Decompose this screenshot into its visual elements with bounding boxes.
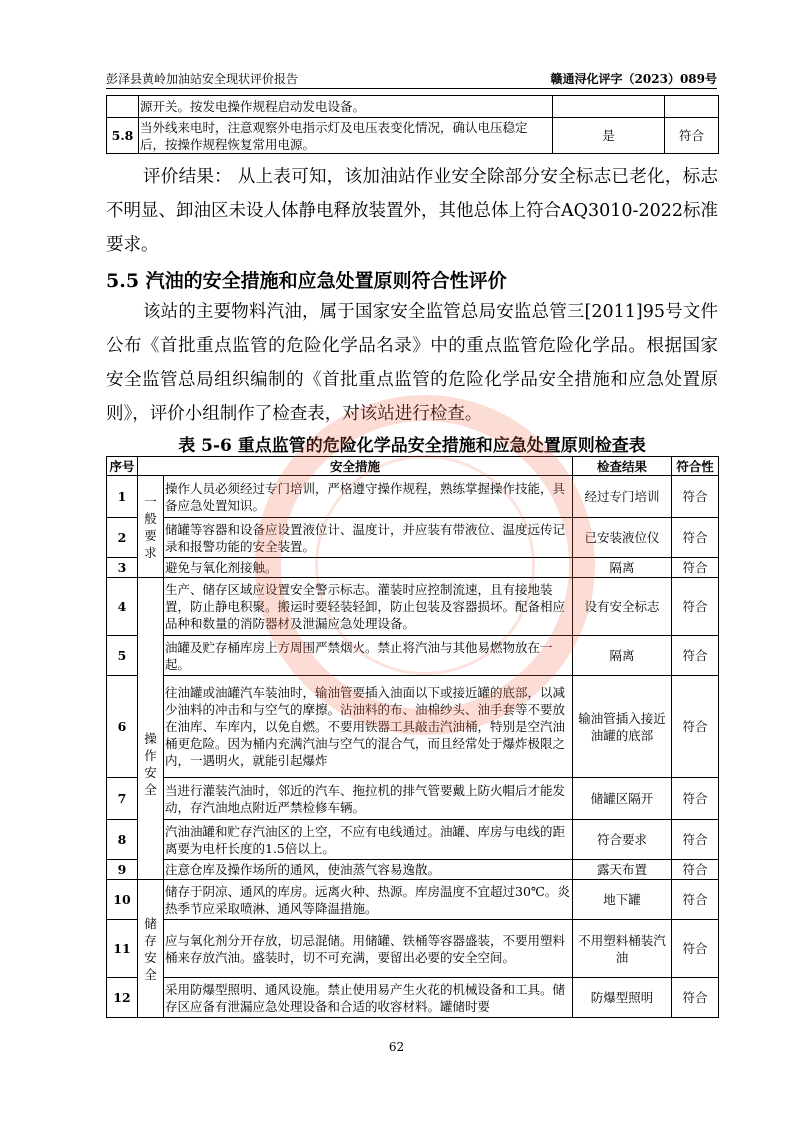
result-cell: 输油管插入接近油罐的底部 — [573, 676, 672, 778]
conform-cell: 符合 — [672, 578, 719, 636]
conform-cell: 符合 — [672, 518, 719, 558]
header-conform: 符合性 — [672, 457, 719, 476]
measure-cell: 储存于阴凉、通风的库房。远离火种、热源。库房温度不宜超过30℃。炎热季节应采取喷淋、通风等降温措施。 — [164, 880, 573, 920]
conform-cell: 符合 — [672, 676, 719, 778]
continued-check-table — [106, 95, 719, 154]
result-cell: 是 — [553, 118, 665, 154]
report-title: 彭泽县黄岭加油站安全现状评价报告 — [106, 72, 299, 86]
row-number: 7 — [107, 778, 138, 820]
row-number: 1 — [107, 476, 138, 518]
measure-cell: 往油罐或油罐汽车装油时，输油管要插入油面以下或接近罐的底部，以减少油料的冲击和与空气的摩擦。沾油料的布、油棉纱头、油手套等不要放在油库、车库内，以免自燃。不要用铁器工具敲击汽油桶，特别是空汽油桶更危险。因为桶内充满汽油与空气的混合气，而且经常处于爆炸极限之内，一遇明火，就能引起爆炸 — [164, 676, 573, 778]
result-cell: 设有安全标志 — [573, 578, 672, 636]
table-row — [107, 978, 719, 1018]
row-number: 4 — [107, 578, 138, 636]
measure-cell: 油罐及贮存桶库房上方周围严禁烟火。禁止将汽油与其他易燃物放在一起。 — [164, 636, 573, 676]
result-cell: 露天布置 — [573, 860, 672, 880]
conform-cell: 符合 — [672, 860, 719, 880]
row-number: 2 — [107, 518, 138, 558]
table-row — [107, 578, 719, 636]
group-storage: 储存安全 — [138, 880, 164, 1018]
table-row — [107, 518, 719, 558]
conform-cell: 符合 — [672, 476, 719, 518]
report-number: 赣通浔化评字（2023）089号 — [550, 72, 717, 86]
group-general: 一般要求 — [138, 476, 164, 578]
table-row — [107, 476, 719, 518]
section-paragraph: 该站的主要物料汽油，属于国家安全监管总局安监总管三[2011]95号文件公布《首批重点监管的危险化学品名录》中的重点监管危险化学品。根据国家安全监管总局组织编制的《首批重点监管的危险化学品安全措施和应急处置原则》，评价小组制作了检查表，对该站进行检查。 — [106, 302, 718, 424]
table-row — [107, 96, 719, 118]
conform-cell: 符合 — [672, 778, 719, 820]
result-cell: 符合要求 — [573, 820, 672, 860]
hazardous-chemical-check-table — [106, 456, 719, 1018]
group-operation — [138, 578, 164, 880]
measure-cell: 汽油油罐和贮存汽油区的上空，不应有电线通过。油罐、库房与电线的距离要为电杆长度的1.5倍以上。 — [164, 820, 573, 860]
table-row — [107, 778, 719, 820]
table-row — [107, 118, 719, 154]
measure-cell: 生产、储存区域应设置安全警示标志。灌装时应控制流速，且有接地装置，防止静电积聚。搬运时要轻装轻卸，防止包装及容器损坏。配备相应品种和数量的消防器材及泄漏应急处理设备。 — [164, 578, 573, 636]
table-row — [107, 558, 719, 578]
result-cell: 隔离 — [573, 558, 672, 578]
measure-cell: 源开关。按发电操作规程启动发电设备。 — [139, 96, 553, 118]
header-measure: 安全措施 — [138, 457, 573, 476]
measure-cell: 避免与氧化剂接触。 — [164, 558, 573, 578]
table-row — [107, 920, 719, 978]
measure-cell: 应与氧化剂分开存放，切忌混储。用储罐、铁桶等容器盛装，不要用塑料桶来存放汽油。盛装时，切不可充满，要留出必要的安全空间。 — [164, 920, 573, 978]
group-operation-label: 操作安全 — [144, 730, 157, 797]
row-number: 5.8 — [107, 118, 139, 154]
measure-cell: 注意仓库及操作场所的通风，使油蒸气容易逸散。 — [164, 860, 573, 880]
table-row — [107, 860, 719, 880]
result-cell: 经过专门培训 — [573, 476, 672, 518]
row-number: 12 — [107, 978, 138, 1018]
page-number: 62 — [388, 1040, 405, 1054]
measure-cell: 储罐等容器和设备应设置液位计、温度计，并应装有带液位、温度远传记录和报警功能的安全装置。 — [164, 518, 573, 558]
conform-cell: 符合 — [672, 558, 719, 578]
table-caption: 表 5-6 重点监管的危险化学品安全措施和应急处置原则检查表 — [178, 436, 646, 456]
conform-cell: 符合 — [672, 636, 719, 676]
section-heading: 5.5 汽油的安全措施和应急处置原则符合性评价 — [106, 270, 507, 292]
row-number: 3 — [107, 558, 138, 578]
row-number: 11 — [107, 920, 138, 978]
row-number: 8 — [107, 820, 138, 860]
conform-cell: 符合 — [672, 920, 719, 978]
result-cell: 已安装液位仪 — [573, 518, 672, 558]
measure-cell: 采用防爆型照明、通风设施。禁止使用易产生火花的机械设备和工具。储存区应备有泄漏应急处理设备和合适的收容材料。罐储时要 — [164, 978, 573, 1018]
table-row — [107, 820, 719, 860]
page-header — [106, 70, 717, 89]
row-number: 10 — [107, 880, 138, 920]
result-cell: 地下罐 — [573, 880, 672, 920]
measure-cell: 当进行灌装汽油时，邻近的汽车、拖拉机的排气管要戴上防火帽后才能发动，存汽油地点附近严禁检修车辆。 — [164, 778, 573, 820]
measure-cell: 操作人员必须经过专门培训，严格遵守操作规程，熟练掌握操作技能，具备应急处置知识。 — [164, 476, 573, 518]
conform-cell: 符合 — [672, 880, 719, 920]
conform-cell: 符合 — [665, 118, 719, 154]
result-cell: 隔离 — [573, 636, 672, 676]
table-row — [107, 636, 719, 676]
row-number: 9 — [107, 860, 138, 880]
measure-cell: 当外线来电时，注意观察外电指示灯及电压表变化情况，确认电压稳定后，按操作规程恢复常用电源。 — [139, 118, 553, 154]
table-header-row — [107, 457, 719, 476]
result-cell: 不用塑料桶装汽油 — [573, 920, 672, 978]
header-no: 序号 — [107, 457, 138, 476]
row-number: 5 — [107, 636, 138, 676]
row-number: 6 — [107, 676, 138, 778]
conform-cell: 符合 — [672, 978, 719, 1018]
table-row — [107, 880, 719, 920]
result-cell: 储罐区隔开 — [573, 778, 672, 820]
result-cell: 防爆型照明 — [573, 978, 672, 1018]
header-result: 检查结果 — [573, 457, 672, 476]
conform-cell: 符合 — [672, 820, 719, 860]
table-row — [107, 676, 719, 778]
evaluation-result-paragraph: 评价结果： 从上表可知，该加油站作业安全除部分安全标志已老化，标志不明显、卸油区未设人体静电释放装置外，其他总体上符合AQ3010-2022标准要求。 — [106, 167, 718, 255]
